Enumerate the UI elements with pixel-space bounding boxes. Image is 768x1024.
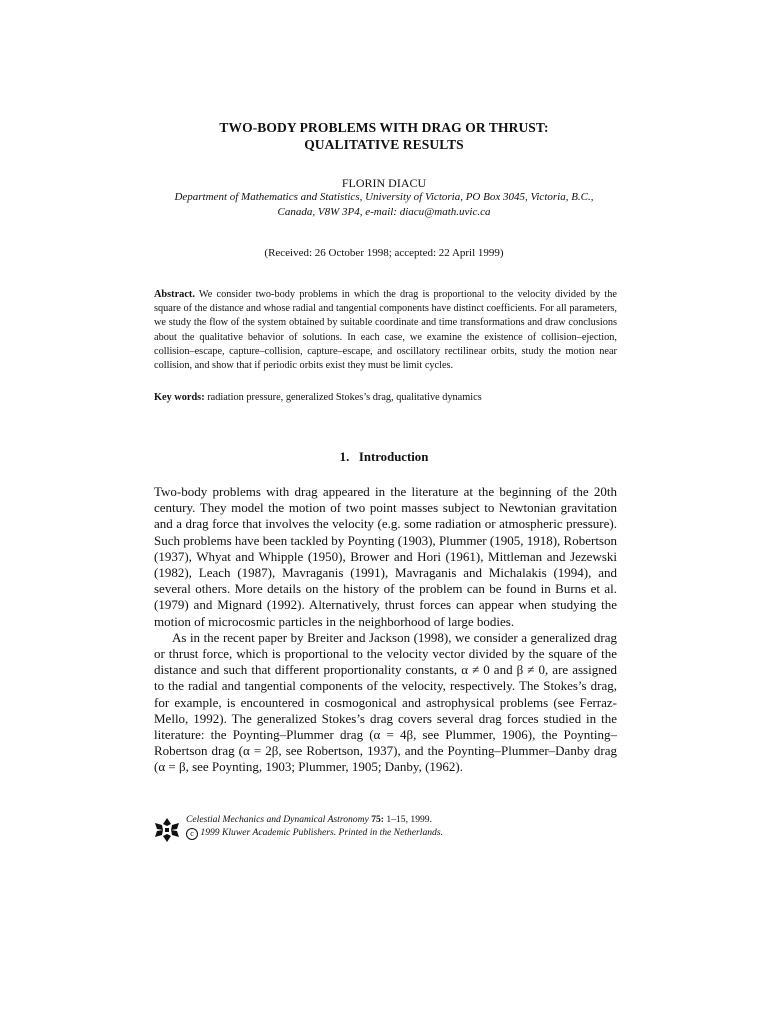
author-affiliation	[150, 190, 618, 219]
copyright-text: 1999 Kluwer Academic Publishers. Printed in the Netherlands.	[200, 827, 443, 838]
abstract	[154, 288, 617, 373]
title-line-2: QUALITATIVE RESULTS	[304, 137, 464, 152]
section-title: 1. Introduction	[339, 450, 429, 464]
journal-footer	[154, 813, 617, 847]
abstract-text: We consider two-body problems in which the drag is proportional to the velocity divided by the square of the distance and whose radial and tangential components have distinct coefficients. For all parameters, we study the flow of the system obtained by suitable coordinate and time transformations and draw conclusions about the qualitative behavior of solutions. In each case, we examine the existence of collision–ejection, collision–escape, capture–collision, capture–escape, and oscillatory rectilinear orbits, study the motion near collision, and show that if periodic orbits exist they must be limit cycles.	[154, 289, 618, 372]
keywords	[154, 391, 617, 405]
affiliation-line-1: Department of Mathematics and Statistics, University of Victoria, PO Box 3045, Victoria, B.C.,	[174, 191, 594, 203]
journal-name: Celestial Mechanics and Dynamical Astronomy	[186, 814, 369, 825]
footer-journal-line	[186, 813, 443, 826]
journal-volume: 75:	[371, 814, 384, 825]
keywords-text: radiation pressure, generalized Stokes’s drag, qualitative dynamics	[207, 392, 482, 403]
author-name: FLORIN DIACU	[341, 176, 427, 190]
footer-copyright-line	[186, 826, 443, 840]
paper-title	[0, 119, 768, 153]
journal-pages: 1–15, 1999.	[386, 814, 432, 825]
paragraph: Two-body problems with drag appeared in the literature at the beginning of the 20th century. They model the motion of two point masses subject to Newtonian gravitation and a drag force that involves the velocity (e.g. some radiation or atmospheric pressure). Such problems have been tackled by Poynting (1903), Plummer (1905, 1918), Robertson (1937), Whyat and Whipple (1950), Brower and Hori (1961), Mittleman and Jezewski (1982), Leach (1987), Mavraganis (1991), Mavraganis and Michalakis (1994), and several others. More details on the history of the problem can be found in Burns et al. (1979) and Mignard (1992). Alternatively, thrust forces can appear when studying the motion of microcosmic particles in the neighborhood of large bodies.	[154, 484, 617, 629]
copyright-icon	[186, 828, 198, 840]
kluwer-logo-icon	[154, 817, 180, 843]
abstract-label: Abstract.	[154, 289, 195, 300]
paragraph: As in the recent paper by Breiter and Jackson (1998), we consider a generalized drag or thrust force, which is proportional to the velocity vector divided by the square of the distance and such that different proportionality constants, α ≠ 0 and β ≠ 0, are assigned to the radial and tangential components of the velocity, respectively. The Stokes’s drag, for example, is encountered in cosmogonical and astrophysical problems (see Ferraz-Mello, 1992). The generalized Stokes’s drag covers several drag forces studied in the literature: the Poynting–Plummer drag (α = 4β, see Plummer, 1906), the Poynting–Robertson drag (α = 2β, see Robertson, 1937), and the Poynting–Plummer–Danby drag (α = β, see Poynting, 1903; Plummer, 1905; Danby, (1962).	[154, 629, 617, 775]
title-line-1: TWO-BODY PROBLEMS WITH DRAG OR THRUST:	[219, 120, 549, 135]
received-dates: (Received: 26 October 1998; accepted: 22 April 1999)	[264, 247, 504, 259]
affiliation-line-2: Canada, V8W 3P4, e-mail: diacu@math.uvic.ca	[277, 205, 491, 218]
section-heading	[0, 449, 768, 465]
body-text	[154, 484, 617, 776]
footer-lines	[186, 813, 443, 840]
keywords-label: Key words:	[154, 392, 205, 403]
copyright-symbol: c	[190, 829, 194, 838]
